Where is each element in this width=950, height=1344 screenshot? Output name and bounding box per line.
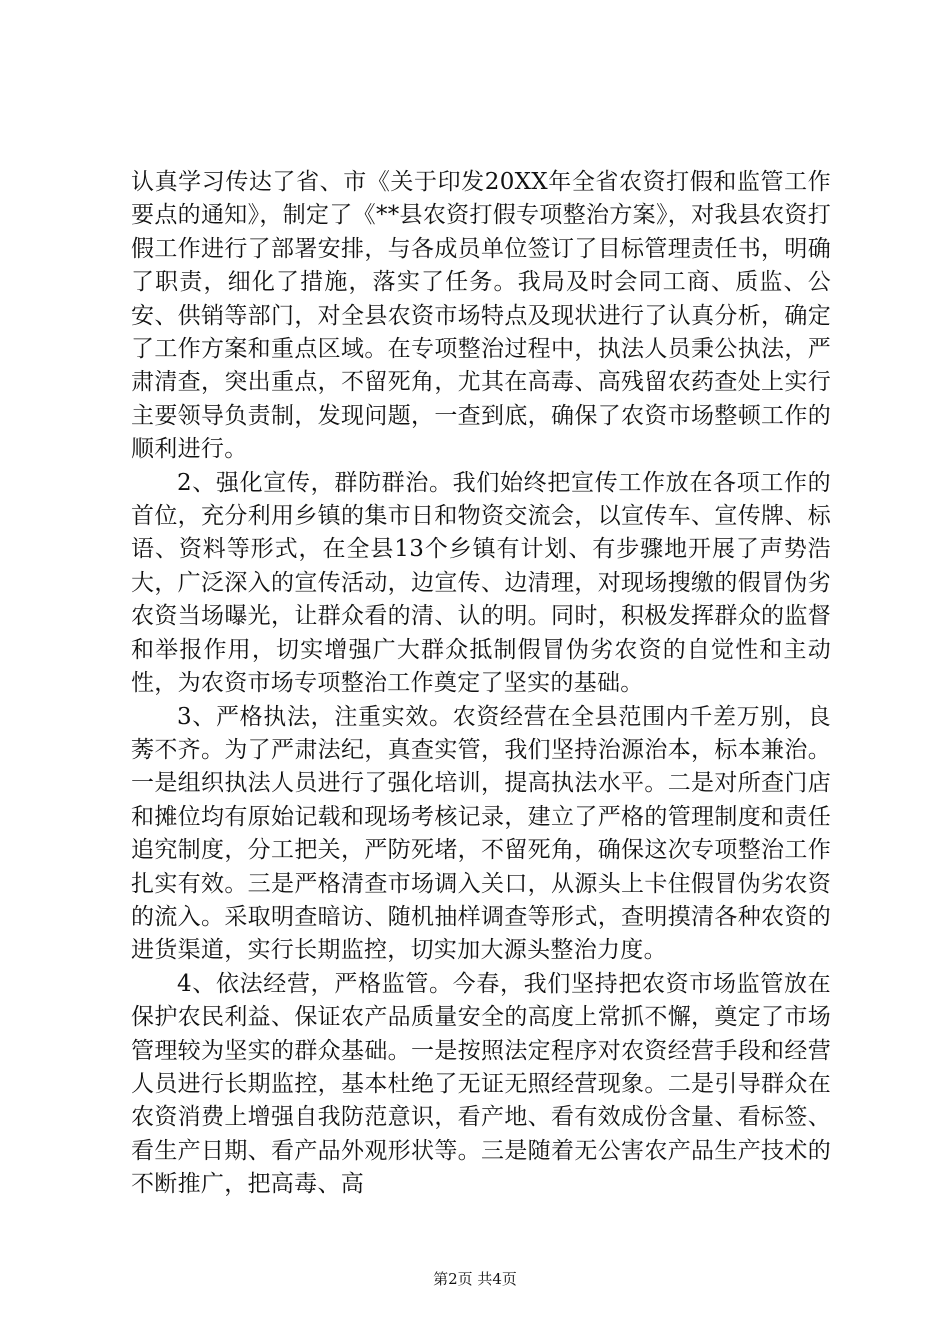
page-number-footer: 第2页 共4页 (433, 1270, 517, 1288)
document-body (131, 166, 831, 1202)
paragraph-2: 2、强化宣传，群防群治。我们始终把宣传工作放在各项工作的首位，充分利用乡镇的集市日和物资交流会，以宣传车、宣传牌、标语、资料等形式，在全县13个乡镇有计划、有步骤地开展了声势浩大，广泛深入的宣传活动，边宣传、边清理，对现场搜缴的假冒伪劣农资当场曝光，让群众看的清、认的明。同时，积极发挥群众的监督和举报作用，切实增强广大群众抵制假冒伪劣农资的自觉性和主动性，为农资市场专项整治工作奠定了坚实的基础。 (131, 469, 831, 697)
paragraph-1: 认真学习传达了省、市《关于印发20XX年全省农资打假和监管工作要点的通知》，制定了《**县农资打假专项整治方案》，对我县农资打假工作进行了部署安排，与各成员单位签订了目标管理责任书，明确了职责，细化了措施，落实了任务。我局及时会同工商、质监、公安、供销等部门，对全县农资市场特点及现状进行了认真分析，确定了工作方案和重点区域。在专项整治过程中，执法人员秉公执法，严肃清查，突出重点，不留死角，尤其在高毒、高残留农药查处上实行主要领导负责制，发现问题，一查到底，确保了农资市场整顿工作的顺利进行。 (131, 169, 831, 463)
paragraph-4: 4、依法经营，严格监管。今春，我们坚持把农资市场监管放在保护农民利益、保证农产品质量安全的高度上常抓不懈，奠定了市场管理较为坚实的群众基础。一是按照法定程序对农资经营手段和经营人员进行长期监控，基本杜绝了无证无照经营现象。二是引导群众在农资消费上增强自我防范意识，看产地、看有效成份含量、看标签、看生产日期、看产品外观形状等。三是随着无公害农产品生产技术的不断推广，把高毒、高 (131, 970, 831, 1198)
paragraph-3: 3、严格执法，注重实效。农资经营在全县范围内千差万别，良莠不齐。为了严肃法纪，真查实管，我们坚持治源治本，标本兼治。一是组织执法人员进行了强化培训，提高执法水平。二是对所查门店和摊位均有原始记载和现场考核记录，建立了严格的管理制度和责任追究制度，分工把关，严防死堵，不留死角，确保这次专项整治工作扎实有效。三是严格清查市场调入关口，从源头上卡住假冒伪劣农资的流入。采取明查暗访、随机抽样调查等形式，查明摸清各种农资的进货渠道，实行长期监控，切实加大源头整治力度。 (131, 703, 831, 964)
